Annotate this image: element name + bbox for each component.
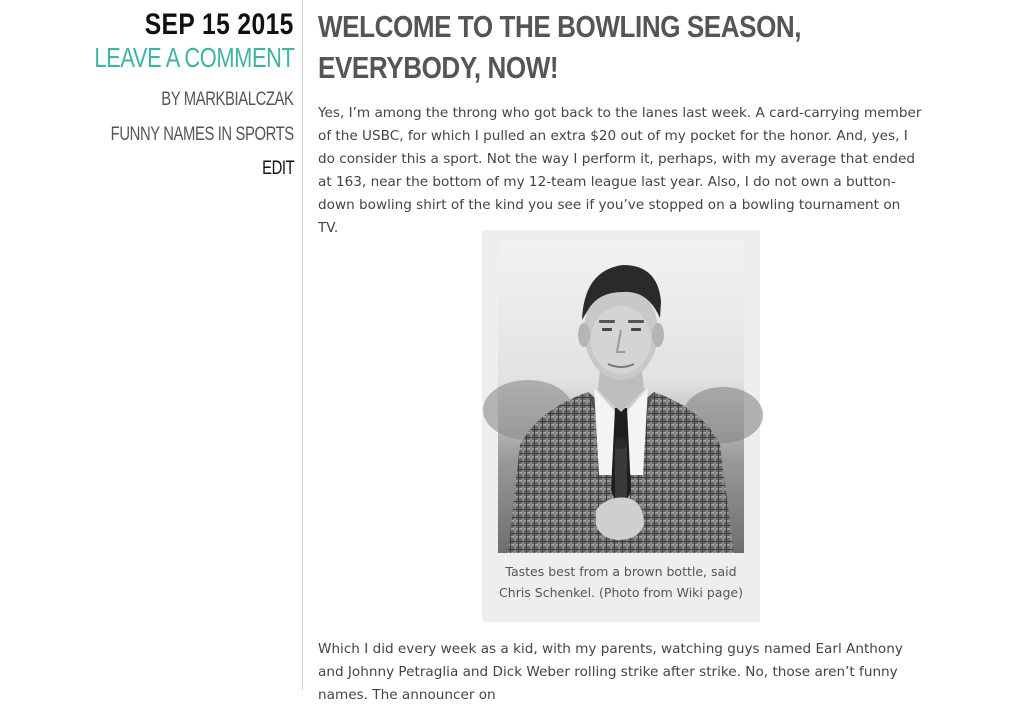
column-divider	[302, 0, 303, 690]
image-caption: Tastes best from a brown bottle, said Chris Schenkel. (Photo from Wiki page)	[499, 564, 743, 600]
post-paragraph: Yes, I’m among the throng who got back to the lanes last week. A card-carrying member of the USBC, for which I pulled an extra $20 out of my pocket for the honor. And, yes, I do consider this a sport. Not the way I perform it, perhaps, with my average that ended at 163, near the bottom of my 12-team league last year. Also, I do not own a button-down bowling shirt of the kind you see if you’ve stopped on a bowling tournament on TV.	[318, 105, 922, 236]
leave-comment-link[interactable]: LEAVE A COMMENT	[93, 42, 294, 73]
author-link[interactable]: BY MARKBIALCZAK	[161, 89, 294, 110]
post-paragraph: Which I did every week as a kid, with my parents, watching guys named Earl Anthony and Johnny Petraglia and Dick Weber rolling strike after strike. No, those aren’t funny names. The announcer on	[318, 641, 903, 703]
category-link[interactable]: FUNNY NAMES IN SPORTS	[110, 124, 294, 145]
portrait-photo[interactable]	[498, 240, 744, 553]
image-figure	[482, 230, 760, 622]
post-date: SEP 15 2015	[144, 8, 294, 41]
post-title[interactable]: WELCOME TO THE BOWLING SEASON, EVERYBODY, NOW!	[318, 9, 802, 85]
edit-link[interactable]: EDIT	[261, 158, 294, 179]
